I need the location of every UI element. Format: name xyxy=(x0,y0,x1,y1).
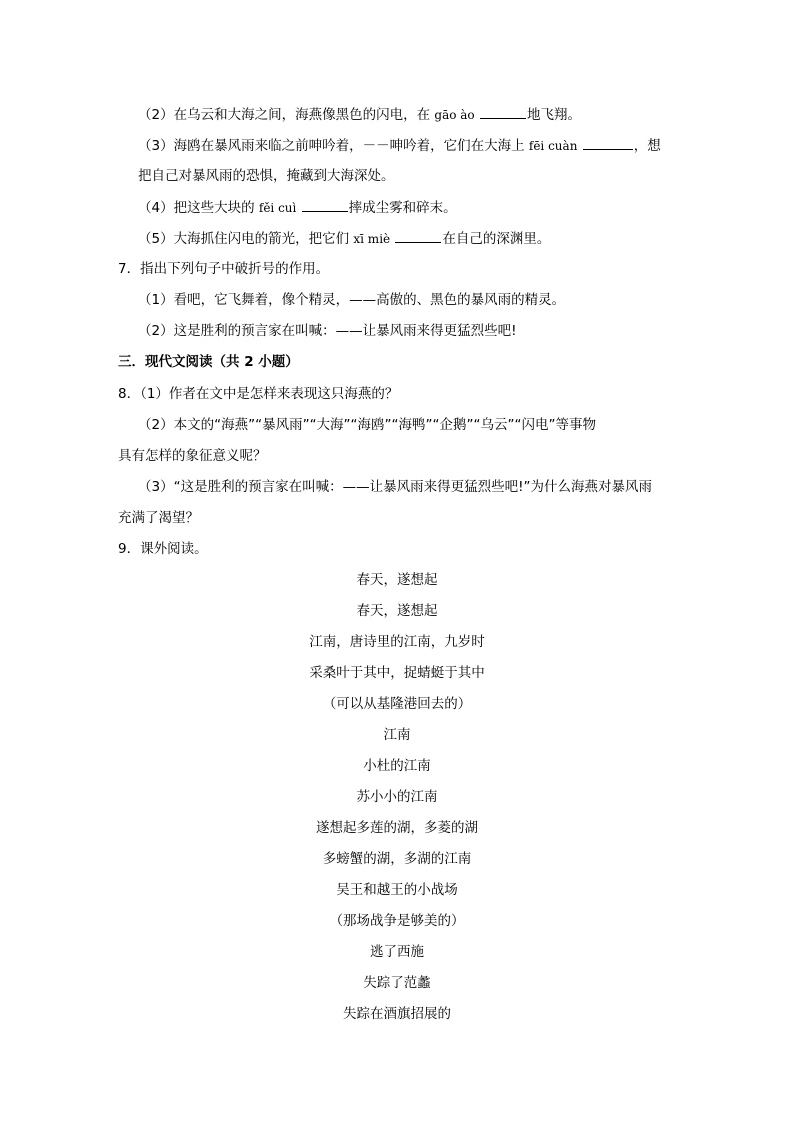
poem-line: 苏小小的江南 xyxy=(356,789,438,805)
q6-item-3 xyxy=(138,135,661,156)
poem-line: 吴王和越王的小战场 xyxy=(336,882,458,898)
q8-item-2-line-2: 具有怎样的象征意义呢？ xyxy=(118,448,267,464)
q6-item-5-text: （5）大海抓住闪电的箭光，把它们 xyxy=(138,231,354,247)
q6-item-2-text: （2）在乌云和大海之间，海燕像黑色的闪电，在 xyxy=(138,107,435,123)
q9-title: 9．课外阅读。 xyxy=(118,541,208,557)
q6-item-5 xyxy=(138,228,550,249)
q8-item-3-line-2: 充满了渴望？ xyxy=(118,510,199,526)
answer-blank[interactable] xyxy=(583,135,633,150)
q6-item-4-pinyin: fěi cuì xyxy=(258,201,297,215)
answer-blank[interactable] xyxy=(480,104,526,119)
q8-item-1: 8．（1）作者在文中是怎样来表现这只海燕的？ xyxy=(118,386,399,402)
q8-item-2: （2）本文的“海燕”“暴风雨”“大海”“海鸥”“海鸭”“企鹅”“乌云”“闪电”等事物 xyxy=(138,417,596,433)
q6-item-3-text: （3）海鸥在暴风雨来临之前呻吟着，－－呻吟着，它们在大海上 xyxy=(138,138,529,154)
q7-item-1: （1）看吧，它飞舞着，像个精灵，——高傲的、黑色的暴风雨的精灵。 xyxy=(138,292,566,308)
poem-line: 采桑叶于其中，捉蜻蜓于其中 xyxy=(309,665,485,681)
answer-blank[interactable] xyxy=(302,197,348,212)
poem-line: 小杜的江南 xyxy=(363,758,431,774)
q6-item-3-tail: ，想 xyxy=(633,138,661,154)
q7-title: 7．指出下列句子中破折号的作用。 xyxy=(118,261,330,277)
poem-line: 遂想起多莲的湖，多菱的湖 xyxy=(316,820,478,836)
q6-item-3-pinyin: fēi cuàn xyxy=(528,139,578,153)
q8-item-3: （3）“这是胜利的预言家在叫喊：——让暴风雨来得更猛烈些吧!”为什么海燕对暴风雨 xyxy=(138,479,652,495)
poem-line: 春天，遂想起 xyxy=(356,603,438,619)
q6-item-4 xyxy=(138,197,457,218)
poem-line: 逃了西施 xyxy=(370,944,424,960)
poem-line: 失踪在酒旗招展的 xyxy=(343,1006,451,1022)
answer-blank[interactable] xyxy=(395,228,441,243)
q6-item-5-pinyin: xī miè xyxy=(353,232,391,246)
poem-line: 失踪了范蠡 xyxy=(363,975,431,991)
q6-item-4-tail: 摔成尘雾和碎末。 xyxy=(348,200,457,216)
q6-item-4-text: （4）把这些大块的 xyxy=(138,200,259,216)
q6-item-2-pinyin: gāo ào xyxy=(434,108,475,122)
q6-item-3-line-2: 把自己对暴风雨的恐惧，掩藏到大海深处。 xyxy=(138,168,395,184)
poem-line: 江南，唐诗里的江南，九岁时 xyxy=(309,634,485,650)
poem-line: 多螃蟹的湖，多湖的江南 xyxy=(322,851,472,867)
section-heading: 三．现代文阅读（共 2 小题） xyxy=(118,354,299,370)
q6-item-2-tail: 地飞翔。 xyxy=(526,107,581,123)
q6-item-5-tail: 在自己的深渊里。 xyxy=(442,231,551,247)
q7-item-2: （2）这是胜利的预言家在叫喊：——让暴风雨来得更猛烈些吧! xyxy=(138,323,517,339)
poem-line: 春天，遂想起 xyxy=(356,572,438,588)
q6-item-2 xyxy=(138,104,581,125)
poem-line: （可以从基隆港回去的） xyxy=(322,696,472,712)
poem-line: （那场战争是够美的） xyxy=(329,913,465,929)
poem-line: 江南 xyxy=(383,727,411,743)
